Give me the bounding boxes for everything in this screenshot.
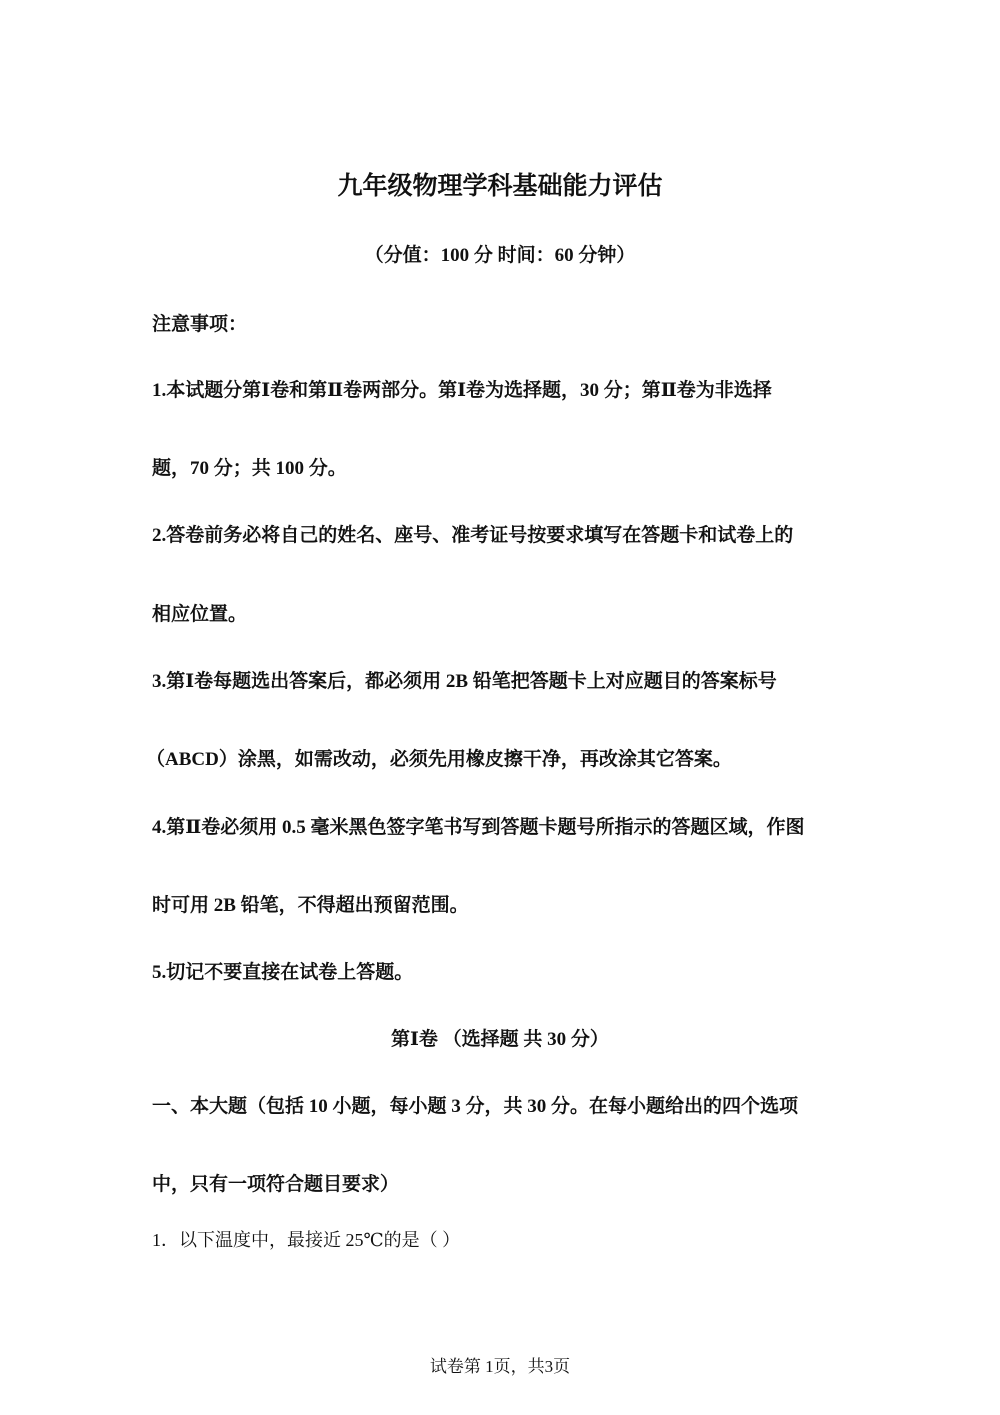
notice-line: 3.第Ⅰ卷每题选出答案后，都必须用 2B 铅笔把答题卡上对应题目的答案标号 — [152, 671, 777, 692]
page-footer: 试卷第 1页，共3页 — [429, 1357, 571, 1376]
notice-line: 1.本试题分第Ⅰ卷和第Ⅱ卷两部分。第Ⅰ卷为选择题，30 分；第Ⅱ卷为非选择 — [152, 380, 772, 401]
page-title: 九年级物理学科基础能力评估 — [337, 173, 663, 200]
notice-heading: 注意事项： — [152, 314, 248, 335]
notice-line: 4.第Ⅱ卷必须用 0.5 毫米黑色签字笔书写到答题卡题号所指示的答题区域，作图 — [152, 817, 805, 838]
page-subtitle: （分值：100 分 时间：60 分钟） — [364, 245, 636, 266]
notice-line: 时可用 2B 铅笔，不得超出预留范围。 — [152, 895, 469, 916]
notice-line: 5.切记不要直接在试卷上答题。 — [152, 962, 414, 983]
section-intro-line: 一、本大题（包括 10 小题，每小题 3 分，共 30 分。在每小题给出的四个选项 — [152, 1096, 799, 1117]
notice-line: 相应位置。 — [152, 604, 248, 625]
notice-line: 2.答卷前务必将自己的姓名、座号、准考证号按要求填写在答题卡和试卷上的 — [152, 525, 794, 546]
section-intro-line: 中，只有一项符合题目要求） — [152, 1174, 400, 1195]
question-1: 1．以下温度中，最接近 25℃的是（ ） — [152, 1230, 461, 1250]
notice-line: 题，70 分；共 100 分。 — [152, 458, 347, 479]
section-heading: 第Ⅰ卷 （选择题 共 30 分） — [391, 1029, 609, 1050]
notice-line: （ABCD）涂黑，如需改动，必须先用橡皮擦干净，再改涂其它答案。 — [146, 749, 732, 770]
